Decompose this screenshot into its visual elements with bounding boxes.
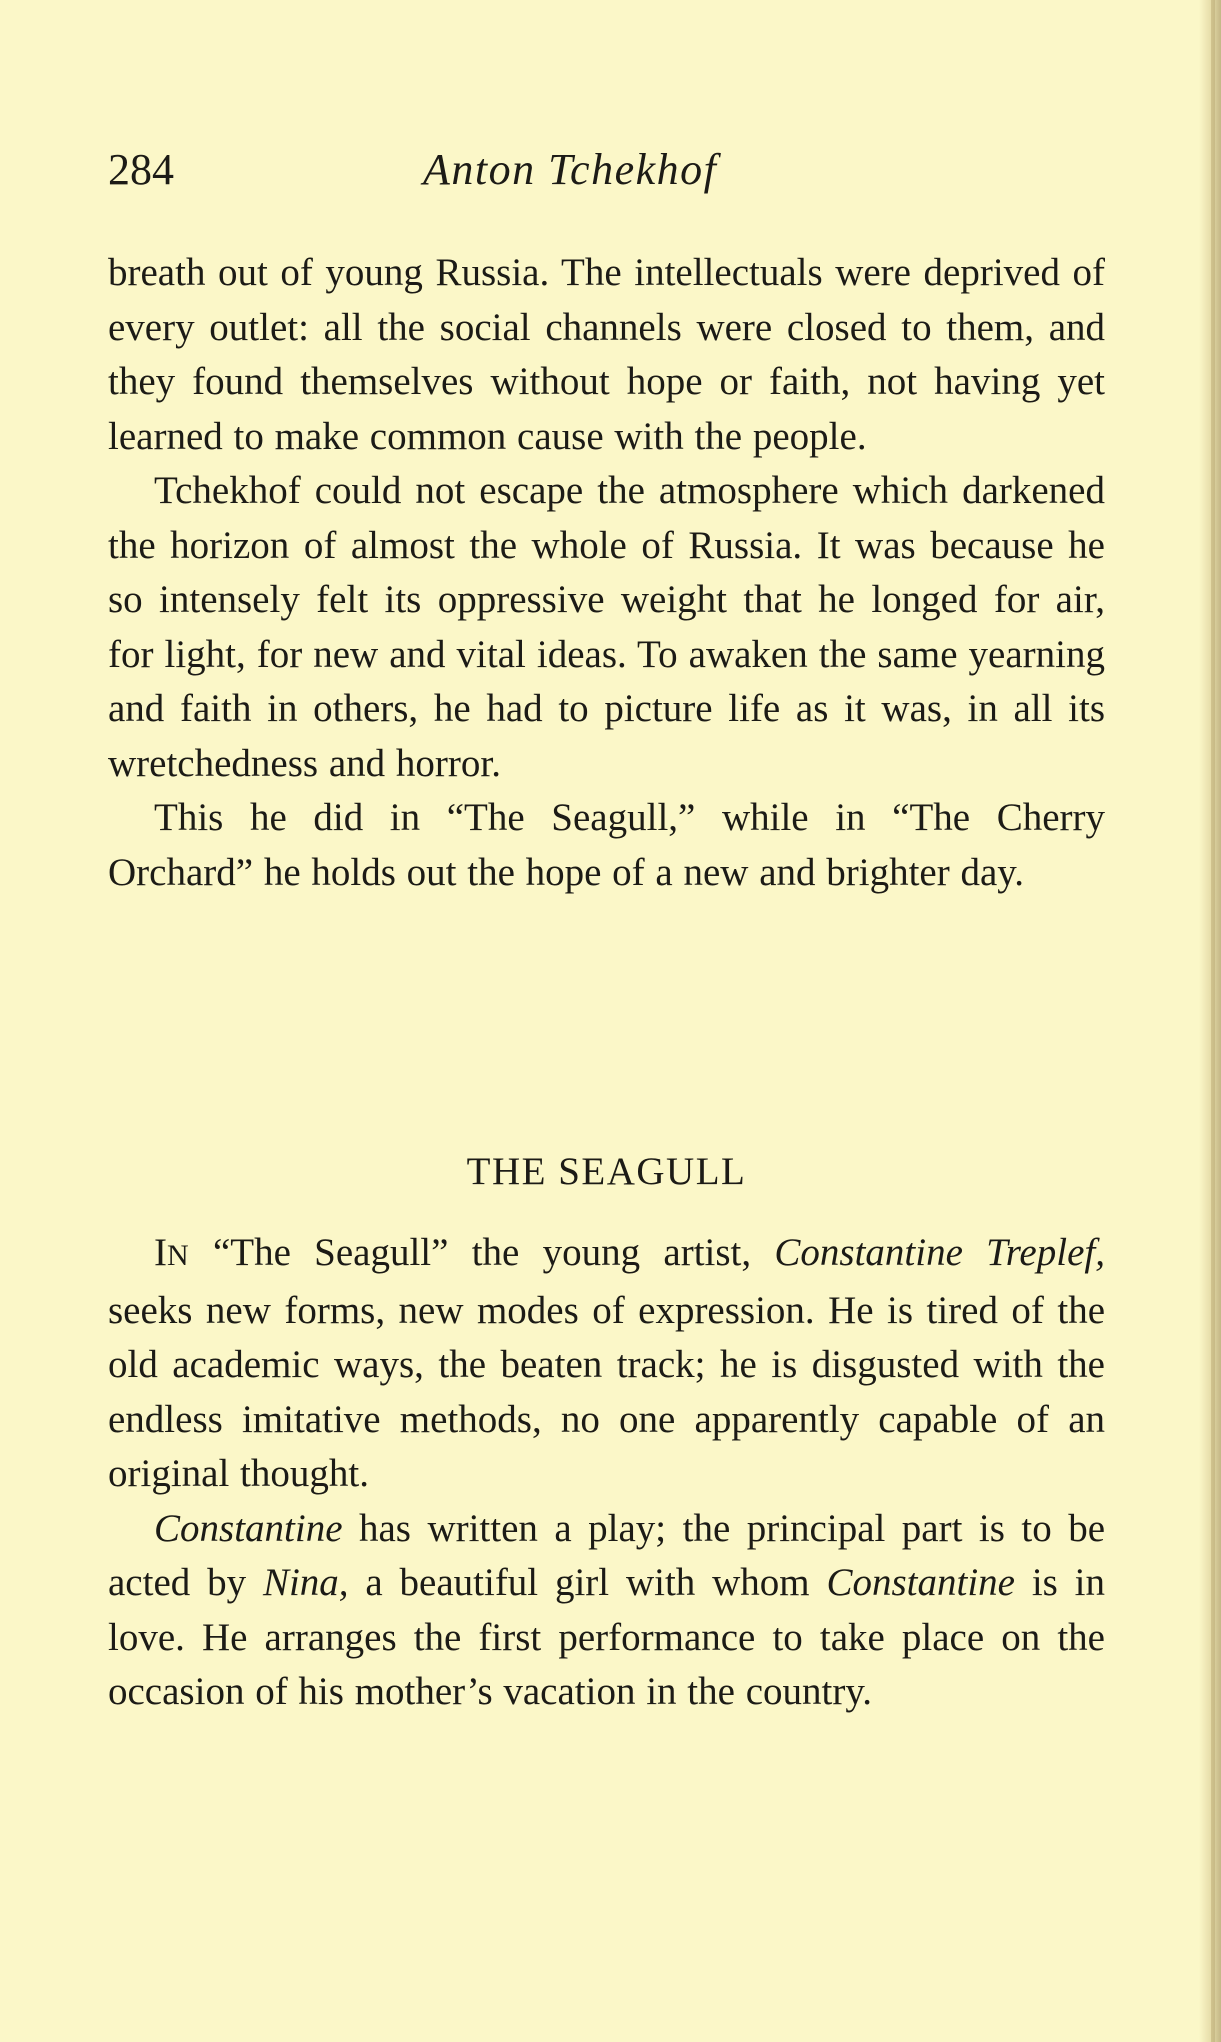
running-head xyxy=(108,140,1108,200)
section-heading: THE SEAGULL xyxy=(466,1150,747,1193)
paragraph-atmosphere: Tchekhof could not escape the atmosphere which darkened the horizon of almost the whole of Russia. It was because he so intensely felt its oppressive weight that he longed for air, for light, for new and vital ideas. To awaken the same yearning and faith in others, he had to picture life as it was, in all its wretchedness and horror. xyxy=(108,469,1105,785)
text-run: seeks new forms, new modes of expression. He is tired of the old academic ways, the beaten track; he is disgusted with the endless imitative methods, no one apparently capable of an original thought. xyxy=(108,1288,1105,1495)
page-number: 284 xyxy=(108,145,174,194)
text-run: a beautiful girl with whom xyxy=(348,1561,827,1604)
character-name-nina: Nina, xyxy=(262,1561,349,1604)
paragraph-seagull-orchard: This he did in “The Seagull,” while in “The Cherry Orchard” he holds out the hope of a new and brighter day. xyxy=(108,796,1105,894)
text-run: is in love. He arranges the first performance to take place on the occasion of his mother’s vacation in the country. xyxy=(108,1561,1105,1713)
text-run: “The Seagull” the young artist, xyxy=(189,1231,775,1274)
drop-cap-letter: I xyxy=(154,1231,167,1274)
page-edge-shadow xyxy=(1199,0,1221,2042)
character-name-constantine-treplef: Constantine Treplef, xyxy=(774,1231,1105,1274)
text-block-continued xyxy=(108,246,1105,900)
small-caps-letter: N xyxy=(167,1239,190,1272)
page-edge-line xyxy=(1211,0,1215,2042)
text-run: has written a play; the principal part is to be acted by xyxy=(108,1506,1105,1604)
character-name-constantine: Constantine xyxy=(826,1561,1015,1604)
text-block-seagull xyxy=(108,1226,1105,1720)
paragraph-continued: breath out of young Russia. The intellectuals were deprived of every outlet: all the social channels were closed to them, and they found themselves without hope or faith, not having yet learned to make common cause with the people. xyxy=(108,251,1105,458)
running-title: Anton Tchekhof xyxy=(423,145,718,194)
paragraph-constantine-play xyxy=(108,1502,1105,1720)
character-name-constantine: Constantine xyxy=(154,1506,343,1550)
paragraph-seagull-intro xyxy=(108,1226,1105,1502)
